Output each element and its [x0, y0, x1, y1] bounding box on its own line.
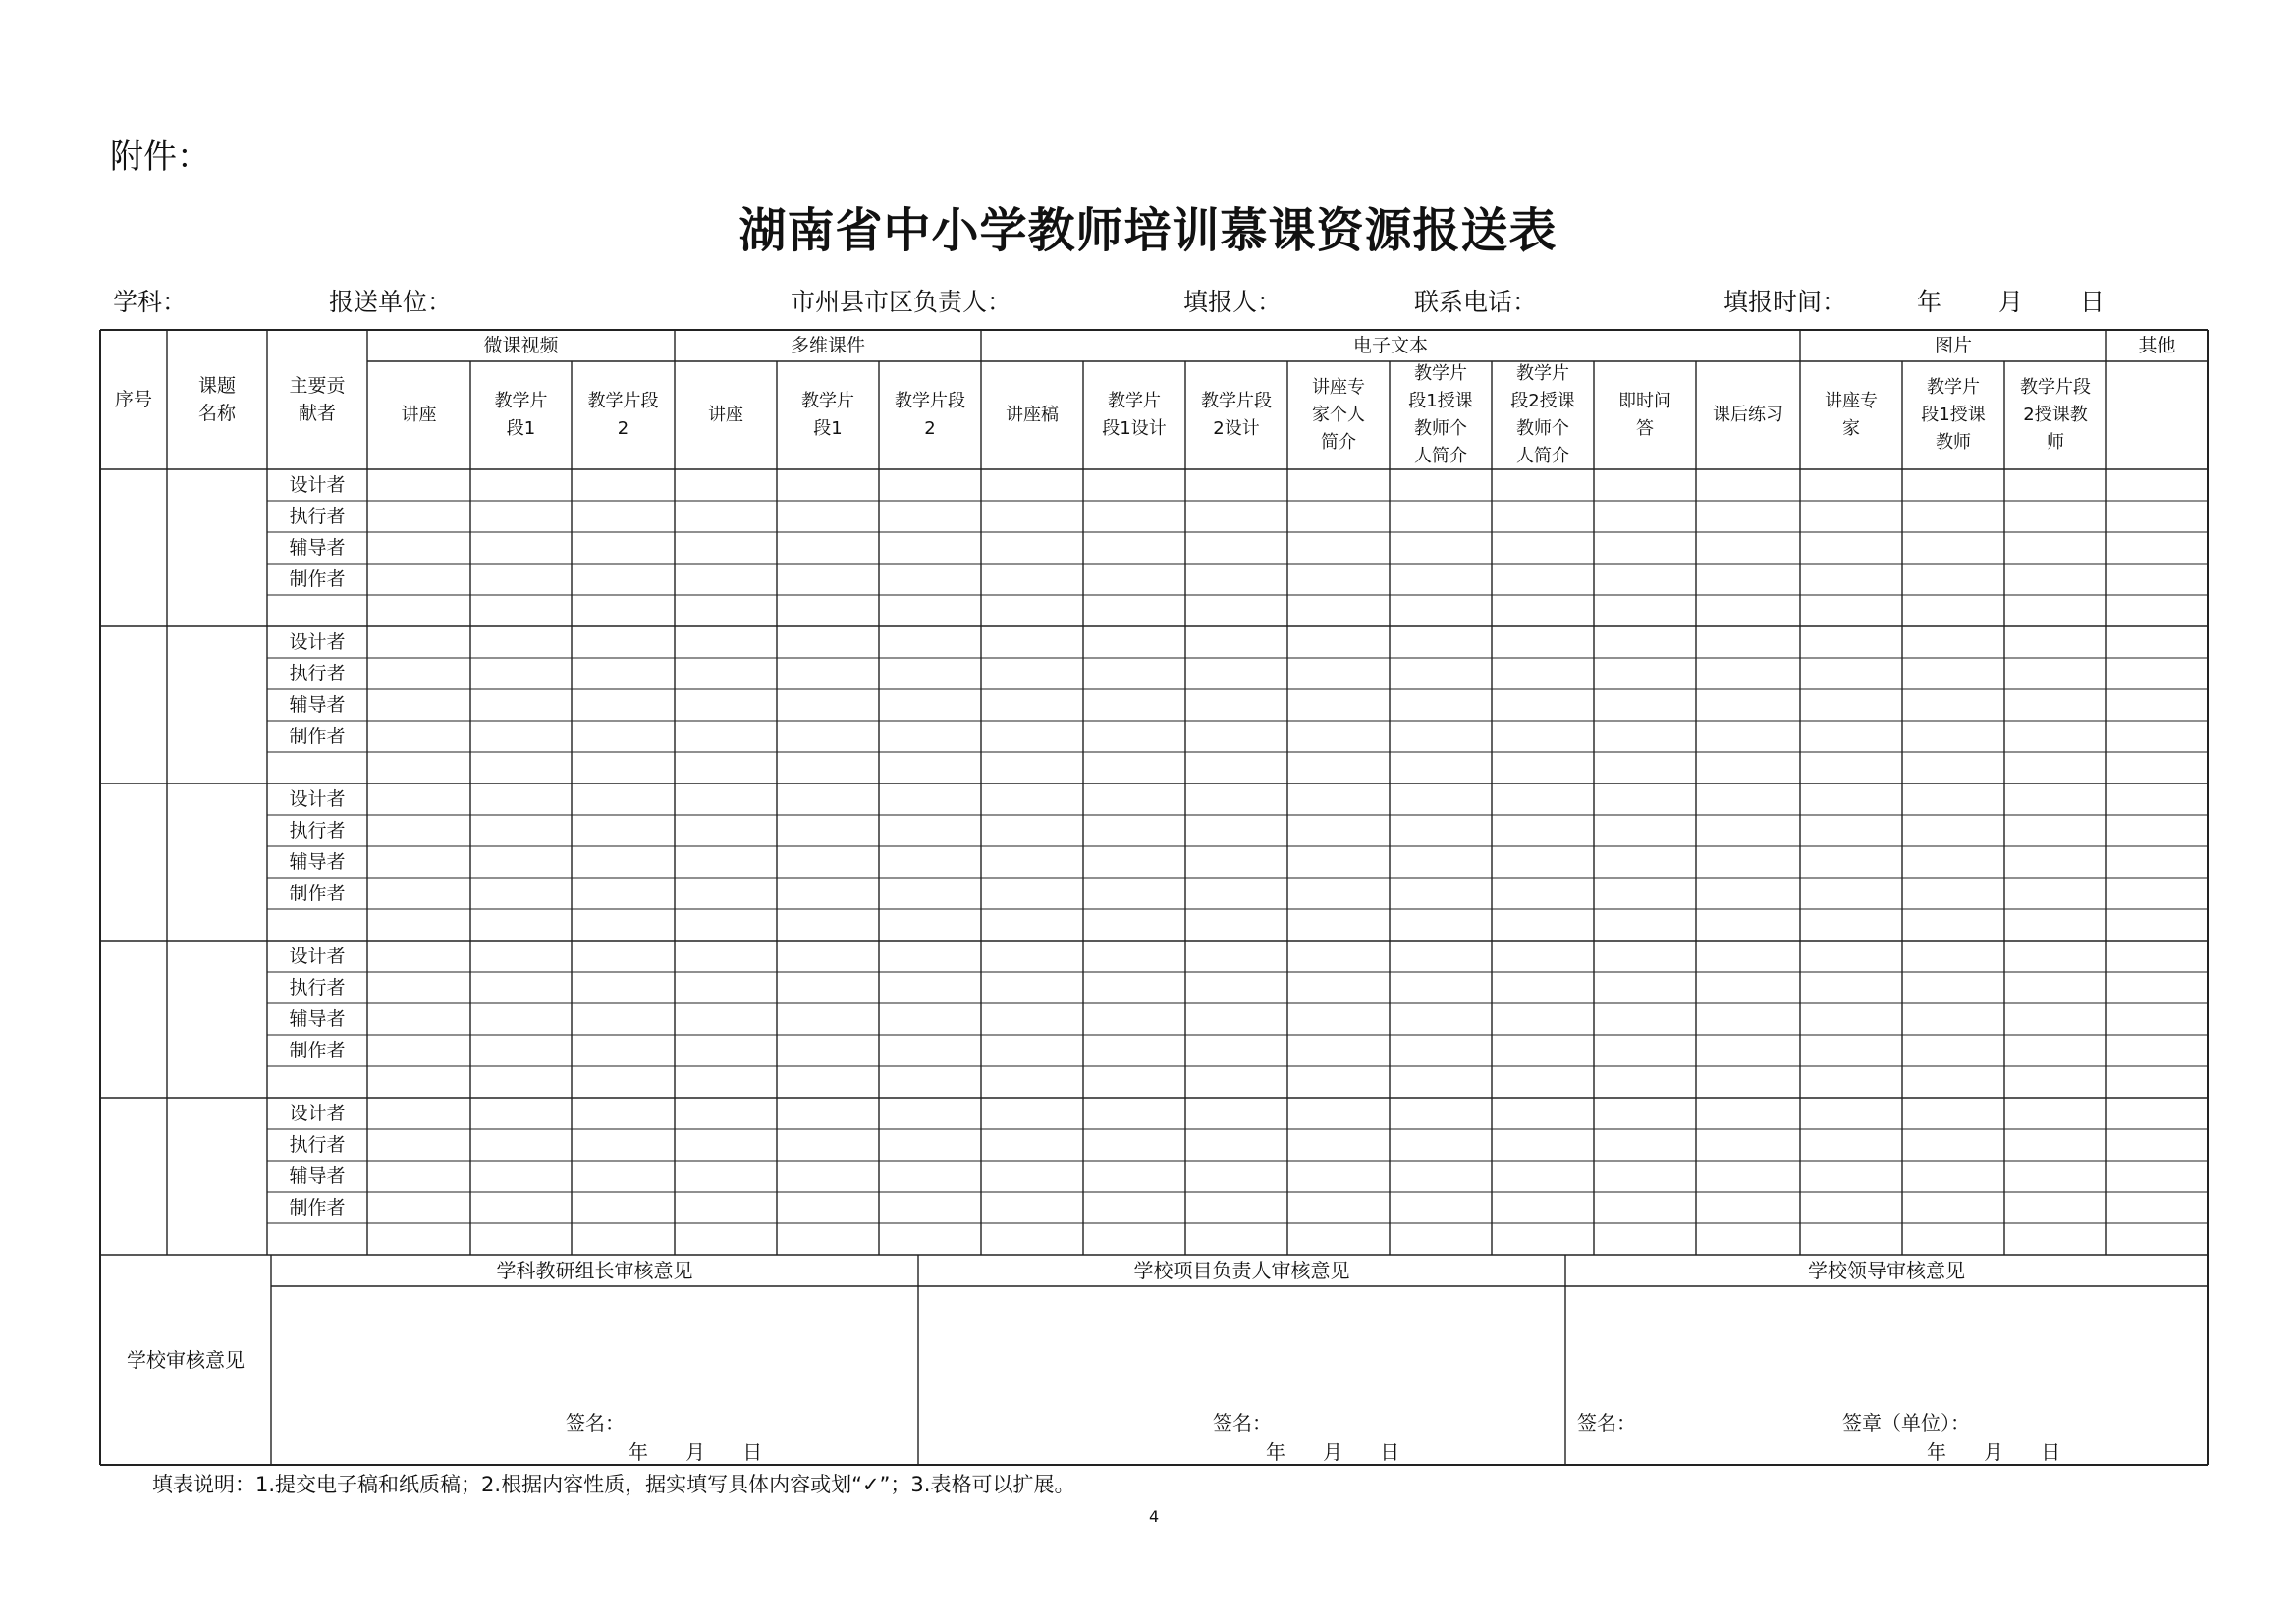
review-section-title: 学校项目负责人审核意见 — [1133, 1259, 1350, 1282]
contributor-role-cell: 执行者 — [289, 663, 346, 684]
day-label: 日 — [2080, 288, 2105, 316]
column-header: 教学片 段1授课 教师个 人简介 — [1408, 363, 1473, 466]
attachment-label: 附件： — [110, 137, 210, 177]
contributor-role-cell: 执行者 — [289, 506, 346, 527]
column-header: 讲座稿 — [1006, 405, 1059, 425]
page-title: 湖南省中小学教师培训慕课资源报送表 — [738, 203, 1558, 258]
contributor-role-cell: 设计者 — [289, 1103, 346, 1124]
contributor-role-cell: 设计者 — [289, 474, 346, 496]
seq-header: 序号 — [114, 389, 152, 410]
page-number: 4 — [1149, 1507, 1160, 1526]
contributor-role-cell: 执行者 — [289, 820, 346, 841]
contributor-role-cell: 执行者 — [289, 1134, 346, 1156]
year-label: 年 — [1917, 288, 1942, 316]
filler-field-label: 填报人： — [1183, 288, 1283, 316]
column-header: 课后练习 — [1713, 405, 1783, 425]
signature-label: 签名： — [566, 1411, 625, 1434]
contributor-role-cell: 执行者 — [289, 977, 346, 999]
signature-label: 签名： — [1577, 1411, 1636, 1434]
contributor-role-cell: 制作者 — [289, 568, 346, 590]
column-header: 教学片段 2 — [895, 391, 965, 439]
time-field-label: 填报时间： — [1723, 288, 1847, 316]
column-header: 教学片 段1 — [494, 391, 548, 439]
contributor-role-cell: 制作者 — [289, 726, 346, 747]
group-header: 图片 — [1934, 335, 1972, 356]
contributor-role-cell: 制作者 — [289, 1040, 346, 1061]
month-label: 月 — [1998, 288, 2024, 316]
city-head-field-label: 市州县市区负责人： — [791, 288, 1012, 316]
group-header: 多维课件 — [790, 335, 865, 356]
review-section-title: 学科教研组长审核意见 — [496, 1259, 693, 1282]
contributor-role-cell: 设计者 — [289, 631, 346, 653]
group-header: 微课视频 — [483, 335, 559, 356]
group-header: 电子文本 — [1352, 335, 1428, 356]
column-header: 教学片 段1授课 教师 — [1921, 377, 1986, 453]
contributor-role-cell: 辅导者 — [289, 851, 346, 873]
review-date: 年 月 日 — [629, 1440, 763, 1464]
column-header: 教学片段 2 — [587, 391, 659, 439]
main-contributor-header: 主要贡 献者 — [289, 375, 346, 424]
topic-name-header: 课题 名称 — [197, 375, 236, 424]
column-header: 讲座专 家 — [1825, 391, 1878, 439]
contributor-role-cell: 辅导者 — [289, 1165, 346, 1187]
column-header: 教学片段 2授课教 师 — [2020, 377, 2091, 453]
column-header: 讲座 — [708, 405, 743, 425]
fill-instructions: 填表说明：1.提交电子稿和纸质稿；2.根据内容性质，据实填写具体内容或划“✓”；3.表格可以扩展。 — [152, 1473, 1075, 1496]
unit-field-label: 报送单位： — [329, 288, 453, 316]
phone-field-label: 联系电话： — [1414, 288, 1538, 316]
column-header: 教学片 段1设计 — [1102, 391, 1167, 439]
review-date: 年 月 日 — [1266, 1440, 1400, 1464]
contributor-role-cell: 制作者 — [289, 1197, 346, 1218]
column-header: 教学片 段1 — [801, 391, 854, 439]
contributor-role-cell: 辅导者 — [289, 694, 346, 716]
column-header: 教学片段 2设计 — [1201, 391, 1272, 439]
contributor-role-cell: 制作者 — [289, 883, 346, 904]
column-header: 讲座 — [401, 405, 437, 425]
contributor-role-cell: 设计者 — [289, 788, 346, 810]
column-header: 即时问 答 — [1618, 391, 1671, 439]
column-header: 讲座专 家个人 简介 — [1312, 377, 1365, 453]
stamp-label: 签章（单位）： — [1842, 1411, 1970, 1434]
column-header: 教学片 段2授课 教师个 人简介 — [1510, 363, 1575, 466]
contributor-role-cell: 辅导者 — [289, 537, 346, 559]
signature-label: 签名： — [1213, 1411, 1272, 1434]
contributor-role-cell: 设计者 — [289, 946, 346, 967]
contributor-role-cell: 辅导者 — [289, 1008, 346, 1030]
review-section-title: 学校领导审核意见 — [1808, 1259, 1965, 1282]
review-date: 年 月 日 — [1927, 1440, 2061, 1464]
subject-field-label: 学科： — [113, 288, 188, 316]
group-header: 其他 — [2138, 335, 2176, 356]
school-review-label: 学校审核意见 — [127, 1348, 245, 1372]
